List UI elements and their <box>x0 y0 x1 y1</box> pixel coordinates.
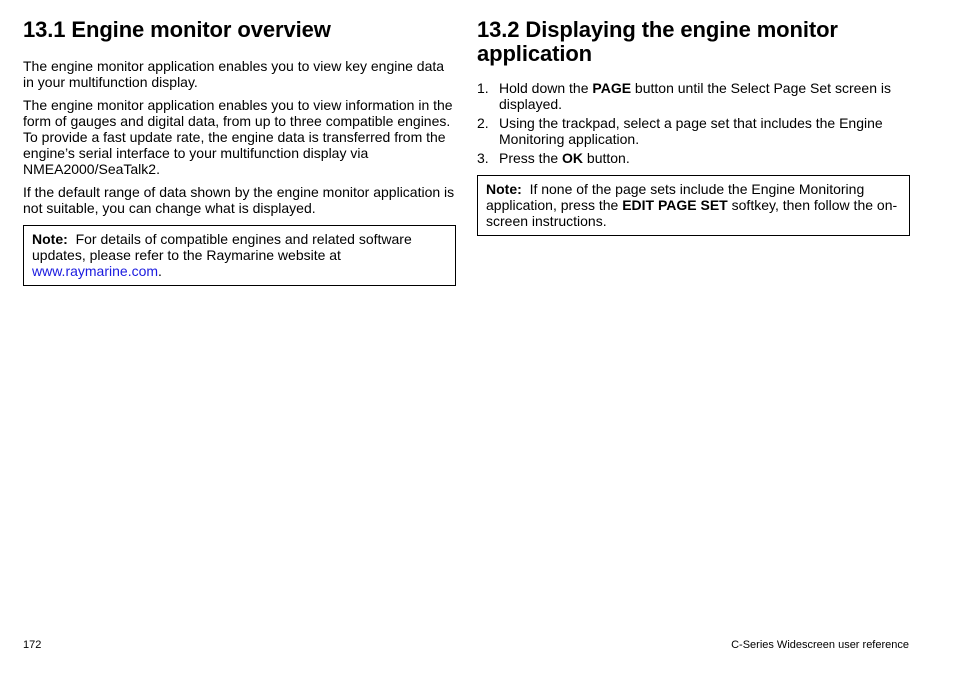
right-column <box>477 18 910 236</box>
note-box <box>23 225 456 286</box>
section-heading-overview: 13.1 Engine monitor overview <box>23 17 331 42</box>
page-number: 172 <box>23 639 42 651</box>
list-item <box>477 115 910 147</box>
note-text: For details of compatible engines and related software updates, please refer to the Raymarine website at <box>32 231 412 263</box>
step-number: 3. <box>477 150 489 166</box>
note-text: softkey, then follow the on-screen instructions. <box>486 197 898 229</box>
step-text: button until the Select Page Set screen is displayed. <box>499 80 891 112</box>
step-text: button. <box>583 150 630 166</box>
note-label: Note: <box>32 231 68 247</box>
document-title: C-Series Widescreen user reference <box>731 639 909 651</box>
note-bold: EDIT PAGE SET <box>622 197 728 213</box>
step-text: Press the <box>499 150 563 166</box>
step-bold: PAGE <box>592 80 632 96</box>
steps-list <box>477 80 910 166</box>
note-box <box>477 175 910 236</box>
step-number: 1. <box>477 80 489 96</box>
left-column <box>23 18 456 286</box>
step-bold: OK <box>562 150 584 166</box>
paragraph: The engine monitor application enables you to view key engine data in your multifunction display. <box>23 58 445 90</box>
step-text: Hold down the <box>499 80 593 96</box>
paragraph: If the default range of data shown by the engine monitor application is not suitable, you can change what is displayed. <box>23 184 455 216</box>
list-item <box>477 80 910 112</box>
raymarine-website-link[interactable]: www.raymarine.com <box>32 263 159 279</box>
paragraph: The engine monitor application enables you to view information in the form of gauges and digital data, from up to three compatible engines. To provide a fast update rate, the engine data is transferred from the engine’s serial interface to your multifunction display via NMEA2000/SeaTalk2. <box>23 97 453 177</box>
note-label: Note: <box>486 181 522 197</box>
section-heading-displaying: 13.2 Displaying the engine monitor application <box>477 17 838 66</box>
list-item <box>477 150 910 166</box>
step-text: Using the trackpad, select a page set that includes the Engine Monitoring application. <box>499 115 883 147</box>
step-number: 2. <box>477 115 489 131</box>
note-text: If none of the page sets include the Engine Monitoring application, press the <box>486 181 865 213</box>
note-end: . <box>158 263 162 279</box>
